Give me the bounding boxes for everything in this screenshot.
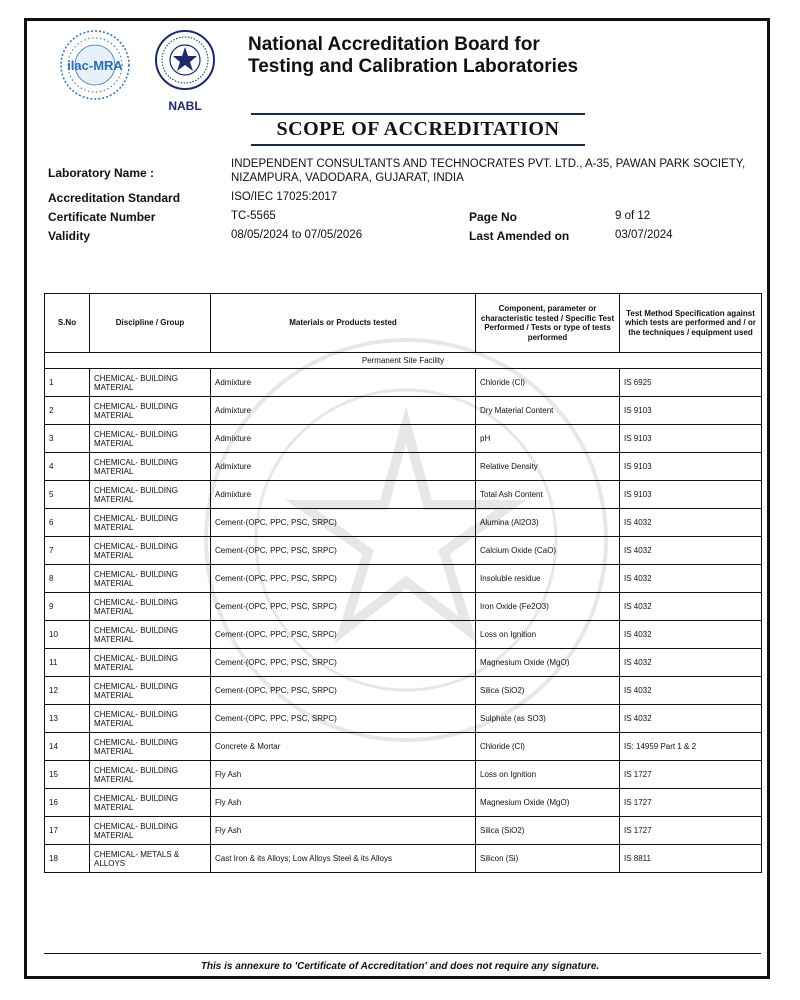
cell-material: Fly Ash	[211, 761, 476, 789]
table-row	[45, 565, 762, 593]
cell-method: IS 4032	[620, 509, 762, 537]
cell-method: IS 6925	[620, 369, 762, 397]
cell-material: Cast Iron & its Alloys; Low Alloys Steel & its Alloys	[211, 845, 476, 873]
cell-material: Fly Ash	[211, 817, 476, 845]
cell-discipline: CHEMICAL- BUILDING MATERIAL	[90, 677, 211, 705]
cell-sno: 7	[45, 537, 90, 565]
nabl-logo	[153, 28, 217, 114]
cell-method: IS 4032	[620, 705, 762, 733]
cell-sno: 15	[45, 761, 90, 789]
footer-rule	[44, 953, 761, 954]
table-row	[45, 761, 762, 789]
table-row	[45, 789, 762, 817]
org-name-line2: Testing and Calibration Laboratories	[248, 56, 579, 77]
document-title: SCOPE OF ACCREDITATION	[251, 113, 585, 146]
cell-component: Chloride (Cl)	[476, 733, 620, 761]
cell-component: pH	[476, 425, 620, 453]
table-row	[45, 369, 762, 397]
cell-discipline: CHEMICAL- BUILDING MATERIAL	[90, 593, 211, 621]
col-header-discipline: Discipline / Group	[90, 294, 211, 353]
cell-sno: 12	[45, 677, 90, 705]
cell-material: Admixture	[211, 481, 476, 509]
cell-method: IS: 14959 Part 1 & 2	[620, 733, 762, 761]
cell-component: Loss on Ignition	[476, 761, 620, 789]
cell-component: Relative Density	[476, 453, 620, 481]
lab-name-value-line2: NIZAMPURA, VADODARA, GUJARAT, INDIA	[231, 172, 464, 184]
table-row	[45, 509, 762, 537]
cell-material: Cement-(OPC, PPC, PSC, SRPC)	[211, 621, 476, 649]
cell-method: IS 4032	[620, 537, 762, 565]
cell-component: Insoluble residue	[476, 565, 620, 593]
table-row	[45, 817, 762, 845]
cell-discipline: CHEMICAL- BUILDING MATERIAL	[90, 817, 211, 845]
table-header-row	[45, 294, 762, 353]
cell-component: Iron Oxide (Fe2O3)	[476, 593, 620, 621]
cell-sno: 18	[45, 845, 90, 873]
col-header-component: Component, parameter or characteristic tested / Specific Test Performed / Tests or type of tests performed	[476, 294, 620, 353]
cell-material: Cement-(OPC, PPC, PSC, SRPC)	[211, 537, 476, 565]
table-row	[45, 537, 762, 565]
cell-material: Cement-(OPC, PPC, PSC, SRPC)	[211, 565, 476, 593]
cell-sno: 9	[45, 593, 90, 621]
cell-material: Concrete & Mortar	[211, 733, 476, 761]
cell-sno: 13	[45, 705, 90, 733]
section-label: Permanent Site Facility	[45, 353, 762, 369]
cell-sno: 8	[45, 565, 90, 593]
cell-component: Chloride (Cl)	[476, 369, 620, 397]
cell-sno: 4	[45, 453, 90, 481]
cell-discipline: CHEMICAL- METALS & ALLOYS	[90, 845, 211, 873]
scope-table	[44, 293, 762, 873]
cell-component: Alumina (Al2O3)	[476, 509, 620, 537]
cell-sno: 5	[45, 481, 90, 509]
table-row	[45, 845, 762, 873]
cell-material: Cement-(OPC, PPC, PSC, SRPC)	[211, 593, 476, 621]
cell-material: Cement-(OPC, PPC, PSC, SRPC)	[211, 705, 476, 733]
cell-discipline: CHEMICAL- BUILDING MATERIAL	[90, 425, 211, 453]
cell-sno: 17	[45, 817, 90, 845]
cell-method: IS 9103	[620, 425, 762, 453]
cell-discipline: CHEMICAL- BUILDING MATERIAL	[90, 537, 211, 565]
cell-discipline: CHEMICAL- BUILDING MATERIAL	[90, 649, 211, 677]
page-label: Page No	[469, 210, 518, 224]
cell-material: Admixture	[211, 397, 476, 425]
cell-component: Silica (SiO2)	[476, 677, 620, 705]
cell-component: Magnesium Oxide (MgO)	[476, 649, 620, 677]
cell-material: Admixture	[211, 369, 476, 397]
cell-sno: 14	[45, 733, 90, 761]
cell-method: IS 9103	[620, 397, 762, 425]
cell-method: IS 9103	[620, 481, 762, 509]
cell-method: IS 4032	[620, 677, 762, 705]
cell-component: Silicon (Si)	[476, 845, 620, 873]
certificate-value: TC-5565	[231, 210, 276, 222]
cell-method: IS 4032	[620, 565, 762, 593]
cell-discipline: CHEMICAL- BUILDING MATERIAL	[90, 621, 211, 649]
cell-component: Silica (SiO2)	[476, 817, 620, 845]
cell-material: Admixture	[211, 453, 476, 481]
cell-component: Sulphate (as SO3)	[476, 705, 620, 733]
footer-note: This is annexure to 'Certificate of Accreditation' and does not require any signature.	[200, 961, 600, 972]
cell-method: IS 1727	[620, 761, 762, 789]
validity-value: 08/05/2024 to 07/05/2026	[231, 229, 363, 241]
validity-label: Validity	[48, 229, 91, 243]
cell-sno: 10	[45, 621, 90, 649]
cell-sno: 2	[45, 397, 90, 425]
cell-discipline: CHEMICAL- BUILDING MATERIAL	[90, 453, 211, 481]
ilac-mra-logo	[53, 26, 138, 104]
table-row	[45, 649, 762, 677]
cell-sno: 3	[45, 425, 90, 453]
cell-component: Total Ash Content	[476, 481, 620, 509]
table-row	[45, 481, 762, 509]
table-row	[45, 425, 762, 453]
table-row	[45, 733, 762, 761]
cell-discipline: CHEMICAL- BUILDING MATERIAL	[90, 789, 211, 817]
col-header-materials: Materials or Products tested	[211, 294, 476, 353]
standard-label: Accreditation Standard	[48, 191, 181, 205]
cell-discipline: CHEMICAL- BUILDING MATERIAL	[90, 565, 211, 593]
table-row	[45, 453, 762, 481]
lab-name-value-line1: INDEPENDENT CONSULTANTS AND TECHNOCRATES PVT. LTD., A-35, PAWAN PARK SOCIETY,	[231, 158, 746, 170]
cell-material: Admixture	[211, 425, 476, 453]
cell-discipline: CHEMICAL- BUILDING MATERIAL	[90, 509, 211, 537]
org-name-line1: National Accreditation Board for	[248, 34, 540, 55]
table-row	[45, 397, 762, 425]
cell-material: Cement-(OPC, PPC, PSC, SRPC)	[211, 677, 476, 705]
cell-method: IS 4032	[620, 593, 762, 621]
section-row	[45, 353, 762, 369]
page-value: 9 of 12	[615, 210, 651, 222]
cell-method: IS 1727	[620, 817, 762, 845]
cell-discipline: CHEMICAL- BUILDING MATERIAL	[90, 705, 211, 733]
cell-component: Loss on Ignition	[476, 621, 620, 649]
cell-material: Cement-(OPC, PPC, PSC, SRPC)	[211, 509, 476, 537]
cell-method: IS 1727	[620, 789, 762, 817]
table-row	[45, 705, 762, 733]
cell-method: IS 9103	[620, 453, 762, 481]
table-row	[45, 677, 762, 705]
cell-sno: 16	[45, 789, 90, 817]
certificate-label: Certificate Number	[48, 210, 156, 224]
cell-material: Cement-(OPC, PPC, PSC, SRPC)	[211, 649, 476, 677]
nabl-logo-text: NABL	[168, 99, 202, 113]
table-row	[45, 593, 762, 621]
cell-sno: 6	[45, 509, 90, 537]
cell-method: IS 4032	[620, 649, 762, 677]
col-header-method: Test Method Specification against which tests are performed and / or the techniques / equipment used	[620, 294, 762, 353]
cell-sno: 11	[45, 649, 90, 677]
cell-discipline: CHEMICAL- BUILDING MATERIAL	[90, 733, 211, 761]
cell-component: Magnesium Oxide (MgO)	[476, 789, 620, 817]
table-row	[45, 621, 762, 649]
cell-component: Dry Material Content	[476, 397, 620, 425]
cell-discipline: CHEMICAL- BUILDING MATERIAL	[90, 397, 211, 425]
col-header-sno: S.No	[45, 294, 90, 353]
cell-method: IS 4032	[620, 621, 762, 649]
amended-label: Last Amended on	[469, 229, 570, 243]
standard-value: ISO/IEC 17025:2017	[231, 191, 338, 203]
ilac-logo-text: ilac-MRA	[67, 58, 123, 73]
cell-component: Calcium Oxide (CaO)	[476, 537, 620, 565]
cell-sno: 1	[45, 369, 90, 397]
cell-discipline: CHEMICAL- BUILDING MATERIAL	[90, 761, 211, 789]
amended-value: 03/07/2024	[615, 229, 673, 241]
lab-name-label: Laboratory Name :	[48, 166, 155, 180]
cell-discipline: CHEMICAL- BUILDING MATERIAL	[90, 369, 211, 397]
cell-discipline: CHEMICAL- BUILDING MATERIAL	[90, 481, 211, 509]
cell-material: Fly Ash	[211, 789, 476, 817]
cell-method: IS 8811	[620, 845, 762, 873]
